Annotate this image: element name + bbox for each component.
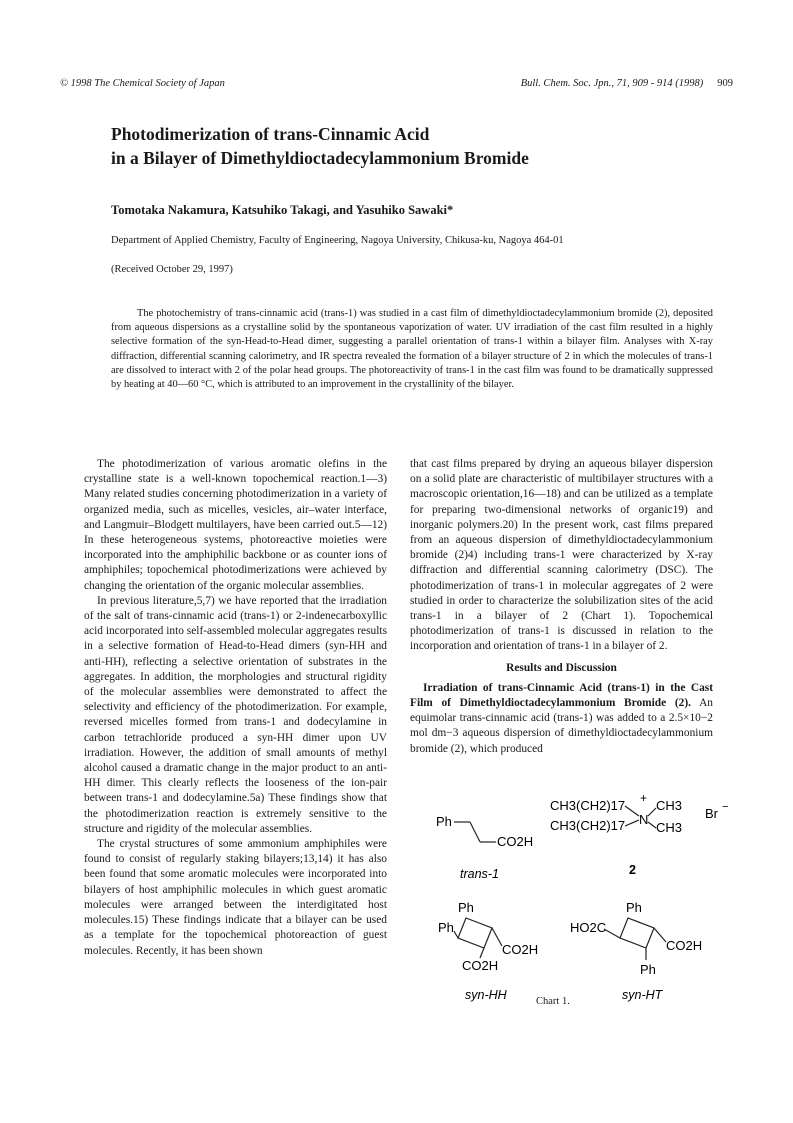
n-charge: + [640, 791, 648, 805]
bond [654, 928, 666, 942]
header-copyright: © 1998 The Chemical Society of Japan [60, 78, 225, 89]
paragraph: The crystal structures of some ammonium amphiphiles were found to consist of regularly staking bilayers;13,14) it has also been found that some aromatic molecules were incorporated into bilayers of host amphiphilic molecules in which guest aromatic molecules were arranged between the interdigitated host molecules.15) These findings indicate that a bilayer can be used as a template for the topochemical photoreaction of guest molecules. Recently, it has been shown [84, 838, 387, 957]
co2h-label: CO2H [502, 942, 539, 957]
methyl-2: CH3 [656, 820, 683, 835]
bond [604, 929, 620, 938]
bond [648, 808, 656, 816]
paragraph-text: An equimolar trans-cinnamic acid (trans-1) was added to a 2.5×10−2 mol dm−3 aqueous dispersion of dimethyldioctadecylammonium bromide (2), which produced [410, 697, 713, 755]
chart-caption: Chart 1. [536, 996, 570, 1007]
cyclobutane-ring [458, 918, 492, 948]
ho2c-label: HO2C [570, 920, 607, 935]
journal-citation: Bull. Chem. Soc. Jpn., 71, 909 - 914 (1998) [520, 78, 704, 89]
paragraph: that cast films prepared by drying an aqueous bilayer dispersion on a solid plate are characteristic of multibilayer structures with a macroscopic orientation,16—18) and can be utilized as a template for preparing two-dimensional networks of organic19) and inorganic polymers.20) In the present work, cast films prepared from an aqueous dispersion of dimethyldioctadecylammonium bromide (2)4) including trans-1 were characterized by X-ray diffraction and differential scanning calorimetry (DSC). The photodimerization of trans-1 in molecular aggregates of 2 were studied in order to characterize the solubilization sites of the acid trans-1 in a bilayer of 2 (Chart 1). Topochemical photodimerization of trans-1 is discussed in relation to the incorporation and orientation of trans-1 in a bilayer of 2. [410, 458, 713, 653]
page-number: 909 [717, 78, 733, 89]
bond [492, 928, 502, 946]
authors: Tomotaka Nakamura, Katsuhiko Takagi, and Yasuhiko Sawaki* [111, 203, 454, 217]
body-column-left [84, 457, 387, 959]
ph-label: Ph [640, 962, 656, 977]
title-line-2: in a Bilayer of Dimethyldioctadecylammonium Bromide [111, 148, 529, 168]
bond [454, 931, 458, 938]
title-line-1: Photodimerization of trans-Cinnamic Acid [111, 124, 430, 144]
received-date: (Received October 29, 1997) [111, 264, 233, 275]
affiliation: Department of Applied Chemistry, Faculty of Engineering, Nagoya University, Chikusa-ku, Nagoya 464-01 [111, 235, 564, 246]
ph-label: Ph [626, 900, 642, 915]
n-plus: N [639, 812, 649, 827]
structure-label-syn-hh: syn-HH [465, 988, 507, 1002]
bond [625, 806, 639, 816]
bond [470, 822, 480, 842]
bond [625, 820, 639, 826]
bond [480, 948, 484, 958]
ph-label: Ph [458, 900, 474, 915]
body-column-right [410, 457, 713, 757]
co2h-label: CO2H [497, 834, 534, 849]
abstract: The photochemistry of trans-cinnamic acid (trans-1) was studied in a cast film of dimethyldioctadecylammonium bromide (2), deposited from aqueous dispersions as a crystalline solid by the spontaneous vaporization of water. UV irradiation of the cast film resulted in a highly selective formation of the syn-Head-to-Head dimer, suggesting a parallel orientation of trans-1 within a bilayer film. Analyses with X-ray diffraction, differential scanning calorimetry, and IR spectra revealed the formation of a bilayer structure of 2 in which the molecules of trans-1 are dissolved to interact with 2 of the polar head groups. The photoreactivity of trans-1 in the cast film was found to be dramatically suppressed by heating at 40—60 °C, which is attributed to an improvement in the crystallinity of the bilayer. [111, 308, 713, 391]
structure-label-trans-1: trans-1 [460, 867, 499, 881]
methyl-1: CH3 [656, 798, 683, 813]
co2h-label: CO2H [462, 958, 499, 973]
bromide-charge: − [722, 801, 729, 813]
alkyl-chain-1: CH3(CH2)17 [550, 798, 626, 813]
structure-label-2: 2 [629, 863, 636, 877]
structure-label-syn-ht: syn-HT [622, 988, 663, 1002]
ph-label: Ph [436, 814, 452, 829]
paragraph: The photodimerization of various aromatic olefins in the crystalline state is a well-known topochemical reaction.1—3) Many related studies concerning photodimerization in a variety of organized media, such as micelles, vesicles, air–water interface, and Langmuir–Blodgett multilayers, have been carried out.5—12) In these heterogeneous systems, photoreactive moieties were incorporated into the amphiphilic backbone or as counter ions of amphiphiles; topochemical photodimerizations were achieved by changing the orientation of the organic molecular assemblies. [84, 458, 387, 592]
chart-1-structures [410, 746, 730, 1026]
bromide: Br [705, 806, 718, 821]
cyclobutane-ring [620, 918, 654, 948]
paragraph: In previous literature,5,7) we have reported that the irradiation of the salt of trans-cinnamic acid (trans-1) or 2-indenecarboxyllic acid incorporated into self-assembled molecular aggregates results in a selective formation of Head-to-Head dimers (syn-HH and anti-HH), reflecting a selective orientation of substrates in the aggregates. In addition, the morphologies and structural rigidity of the molecular assemblies were demonstrated to affect the selectivity and efficiency of the photodimerization. For example, reversed micelles formed from trans-1 and dodecylamine in carbon tetrachloride produced a syn-HH dimer upon UV irradiation. However, the addition of small amounts of methyl alcohol caused a dramatic change in the major product to an anti-HH dimer. This clearly reflects the looseness of the ion-pair between trans-1 and dodecylamine.5a) These findings show that the photodimerization reaction is extremely sensitive to the structure and rigidity of the molecular assemblies. [84, 594, 388, 835]
paper-title [111, 122, 711, 170]
ph-label: Ph [438, 920, 454, 935]
alkyl-chain-2: CH3(CH2)17 [550, 818, 626, 833]
section-heading: Results and Discussion [506, 661, 617, 674]
co2h-label: CO2H [666, 938, 703, 953]
subsection-heading: Irradiation of trans-Cinnamic Acid (trans-1) in the Cast Film of Dimethyldioctadecylammonium Bromide (2). [410, 681, 713, 710]
bond [648, 822, 656, 828]
header-journal [521, 78, 733, 89]
